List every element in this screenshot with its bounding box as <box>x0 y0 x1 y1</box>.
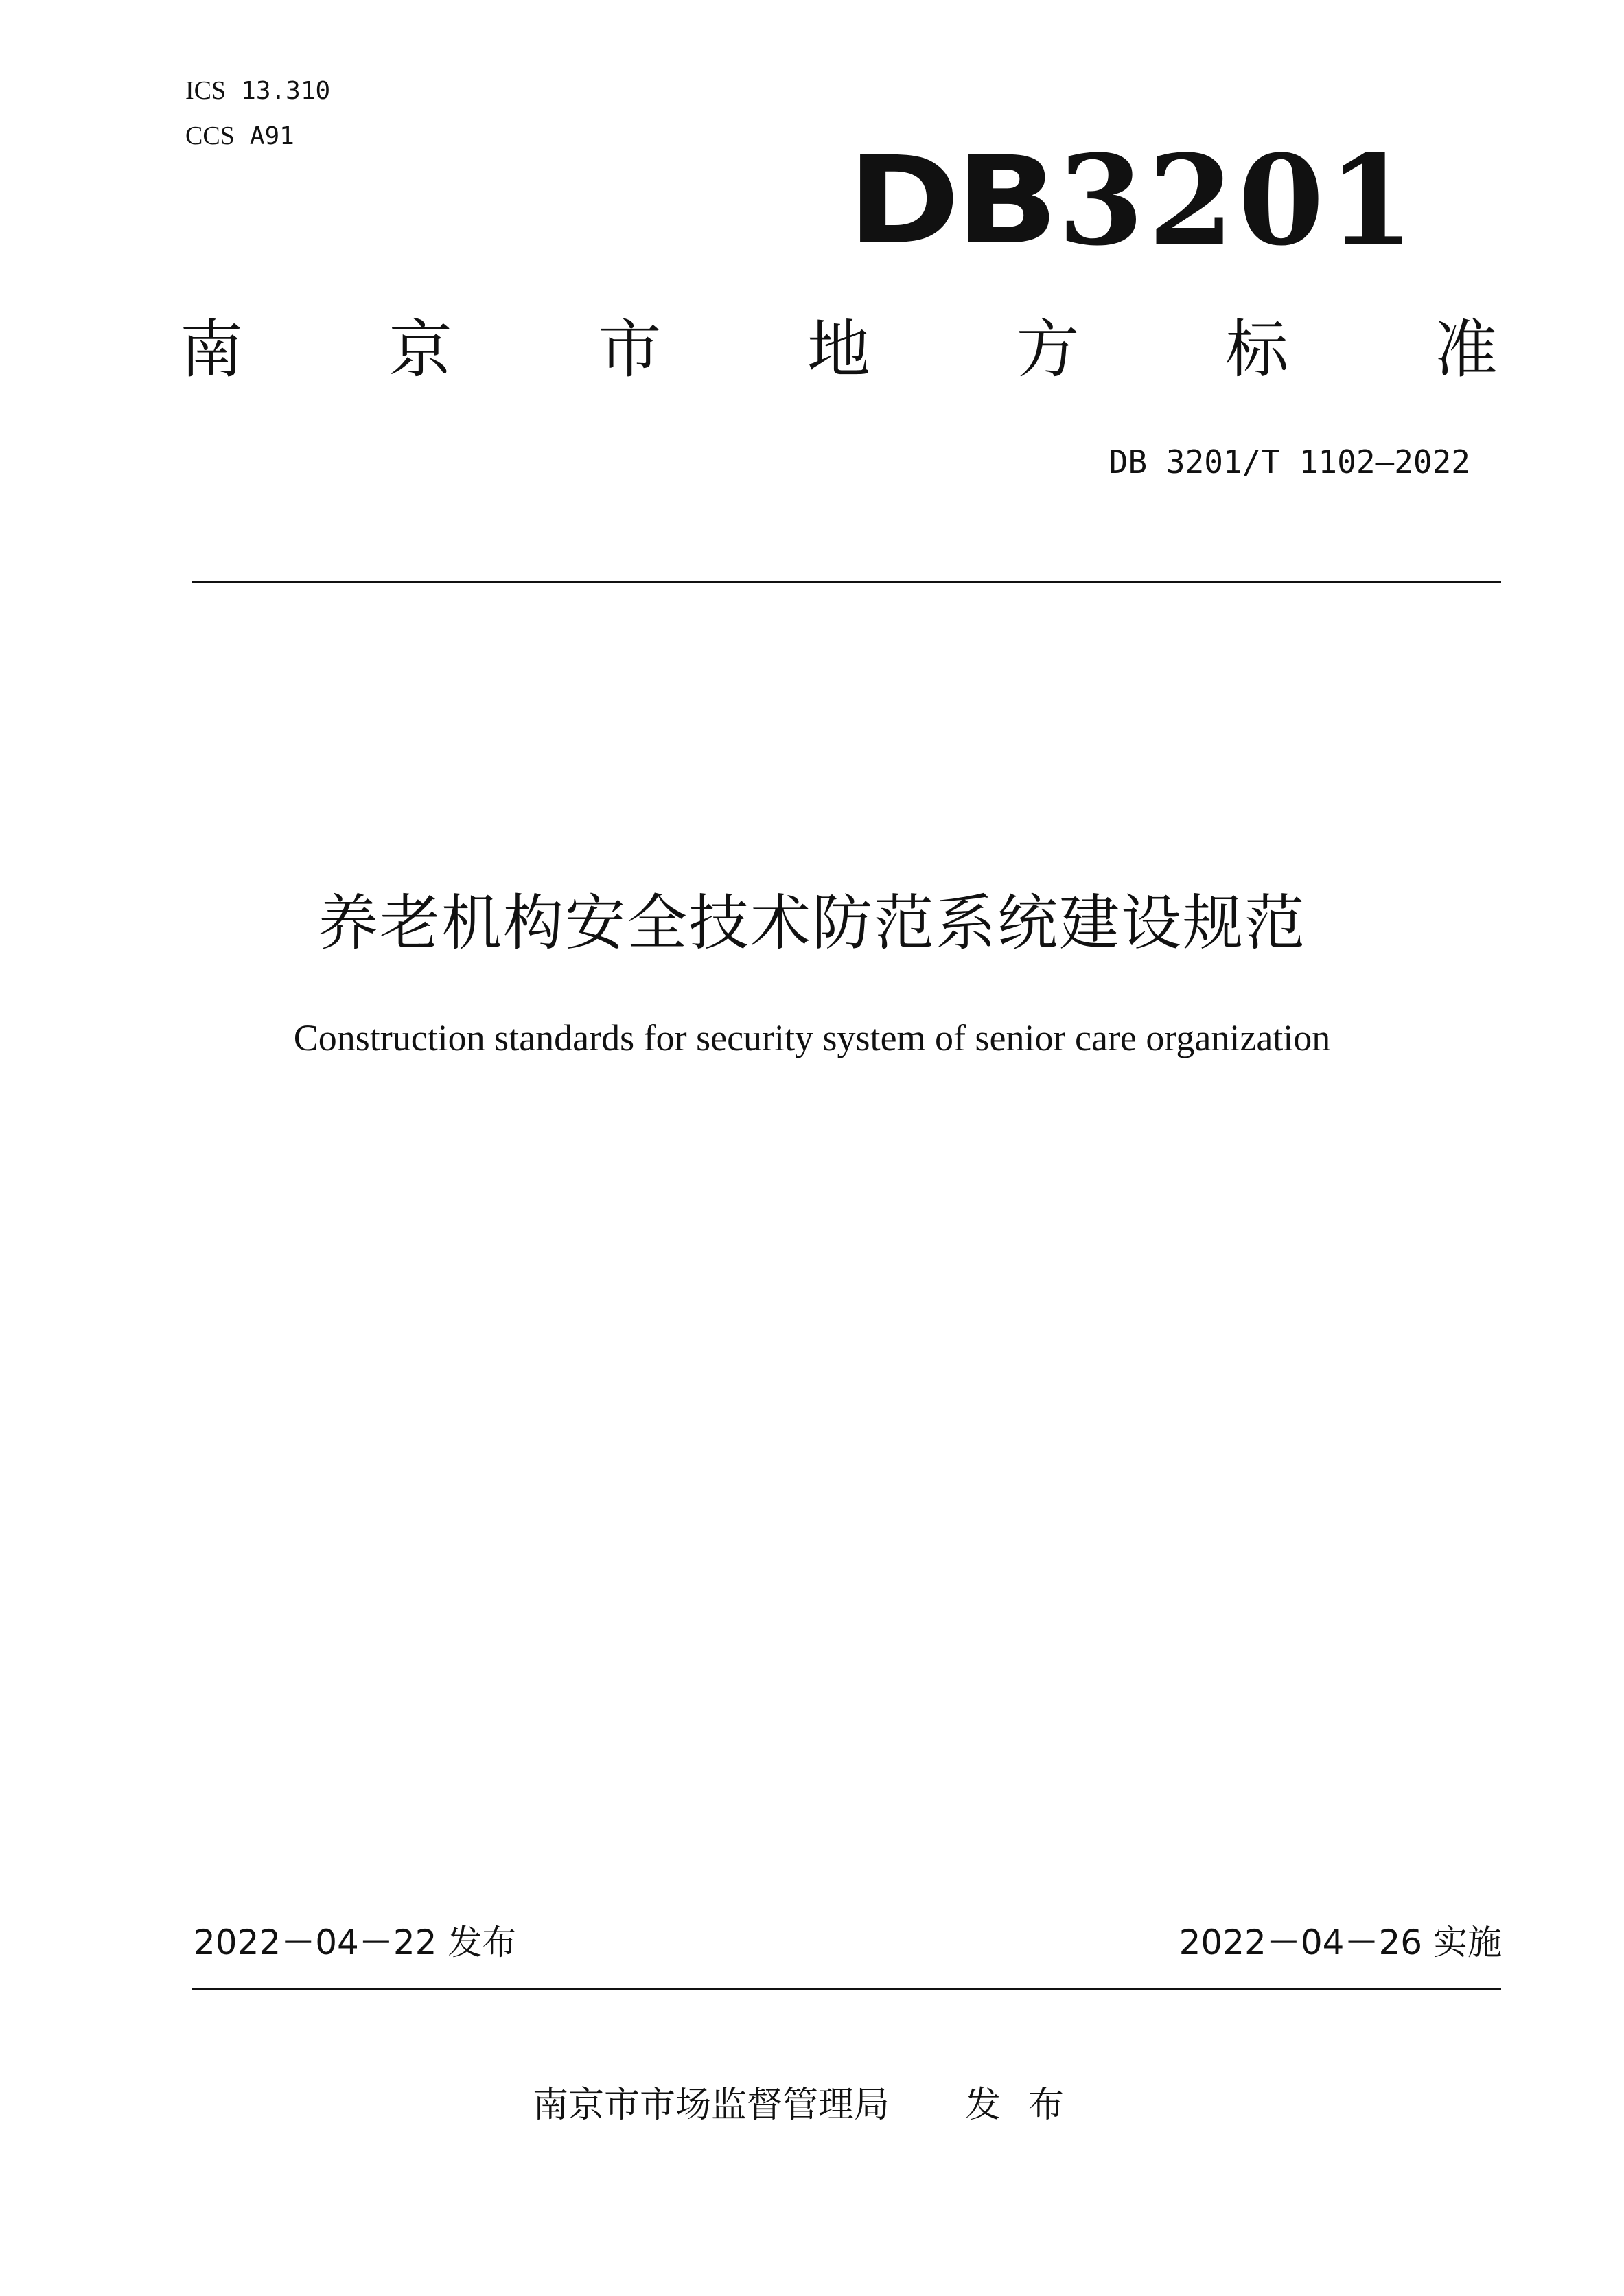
db-digits: 3201 <box>1058 128 1419 273</box>
standard-type-title <box>180 312 1498 388</box>
footer-divider <box>192 1988 1501 1990</box>
document-subtitle-en: Construction standards for security system of senior care organization <box>293 1017 1331 1058</box>
document-title: 养老机构安全技术防范系统建设规范 <box>317 888 1306 958</box>
ics-value: 13.310 <box>241 77 331 105</box>
db-code-mark <box>848 128 1419 273</box>
ics-label: ICS <box>185 76 227 105</box>
db-letters: DB <box>848 130 1054 271</box>
publish-date: 2022－04－22 发布 <box>194 1923 517 1962</box>
ccs-value: A91 <box>249 122 294 150</box>
standard-type-char: 准 <box>1434 313 1498 386</box>
publisher-action: 发布 <box>965 2085 1092 2126</box>
standard-type-char: 方 <box>1016 313 1080 386</box>
header-divider <box>192 581 1501 583</box>
standard-type-char: 市 <box>598 313 662 386</box>
ics-code <box>185 77 330 105</box>
publisher-name: 南京市市场监督管理局 <box>532 2085 890 2126</box>
standard-type-char: 南 <box>180 313 244 386</box>
implement-date: 2022－04－26 实施 <box>1179 1923 1502 1962</box>
standard-type-char: 标 <box>1225 313 1289 386</box>
publisher-line <box>0 2083 1624 2127</box>
ccs-label: CCS <box>185 121 235 150</box>
standard-type-char: 京 <box>388 313 452 386</box>
ccs-code <box>185 122 294 150</box>
standard-type-char: 地 <box>807 313 870 386</box>
standard-number: DB 3201/T 1102—2022 <box>1109 443 1470 480</box>
